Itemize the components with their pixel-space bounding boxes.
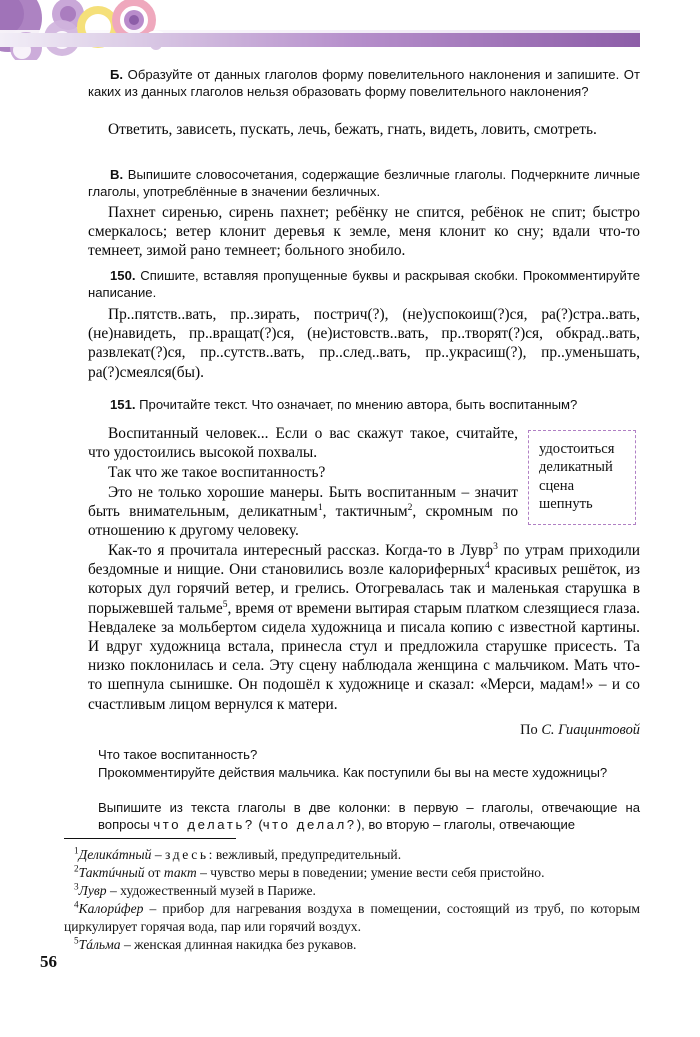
footnote-4-marker: 4 (74, 899, 79, 910)
para4-c: красивых решёток, из которых дул горячий ветер, и грелись. Отогревалась так и маленькая старушка в порыжевшей тальме (88, 561, 640, 617)
exercise-151-question-3 (98, 799, 640, 834)
footnote-2-from: от (144, 865, 164, 880)
vocabulary-word: шепнуть (539, 496, 593, 513)
exercise-b-instruction (88, 66, 640, 101)
exercise-151-question-1: Что такое воспитанность? (98, 747, 258, 762)
footnote-ref-4: 4 (484, 560, 490, 572)
footnote-ref-1: 1 (317, 502, 323, 514)
exercise-b-marker: Б. (110, 67, 124, 82)
q3-b: ( (254, 817, 263, 833)
q3-spaced-2: что делал? (262, 817, 357, 833)
exercise-151-instruction-text: Прочитайте текст. Что означает, по мнению автора, быть воспитанным? (139, 397, 578, 412)
para4-d: , время от времени вытирая старым платком слезящиеся глаза. Невдалеке за мольбертом сидела художница и писала копию с известной картины. И вдруг художница встала, принесла стул и предложила старушке присесть. Та низко поклонилась и села. Эту сцену наблюдала женщина с мальчиком. Мать что-то шепнула сынишке. Он подошёл к художнице и сказал: «Мерси, мадам!» – и со счастливым лицом вернулся к матери. (88, 599, 641, 713)
footnote-1-rest: : вежливый, предупредительный. (208, 847, 402, 862)
exercise-v-instruction (88, 166, 640, 201)
q3-spaced-1: что делать? (153, 817, 255, 833)
para4-a: Как-то я прочитала интересный рассказ. Когда-то в Лувр (108, 542, 494, 559)
attribution-prefix: По (520, 722, 542, 738)
exercise-151-number: 151. (110, 397, 136, 412)
footnote-1 (74, 846, 640, 864)
para3-post: , скромным по отношению к другому человеку. (88, 503, 519, 540)
footnote-2-marker: 2 (74, 863, 79, 874)
q3-c: ), во вторую – глаголы, отвечающие (356, 817, 576, 833)
footnote-3 (74, 882, 640, 900)
page-number: 56 (40, 952, 57, 971)
author-attribution (88, 722, 640, 739)
exercise-151-paragraph-3 (88, 483, 518, 541)
exercise-151-paragraph-4 (88, 541, 640, 714)
footnote-5-term: Тáльма (78, 937, 121, 952)
exercise-150-instruction (88, 267, 640, 302)
exercise-b-material: Ответить, зависеть, пускать, лечь, бежать, гнать, видеть, ловить, смотреть. (108, 121, 597, 138)
footnote-3-rest: – художественный музей в Париже. (106, 883, 316, 898)
footnote-4-rest: – прибор для нагревания воздуха в помещении, состоящий из труб, по которым циркулирует горячая вода, пар или горячий воздух. (64, 901, 640, 935)
footnote-4 (64, 900, 640, 936)
exercise-v-instruction-text: Выпишите словосочетания, содержащие безличные глаголы. Подчеркните личные глаголы, употреблённые в значении безличных. (88, 167, 641, 200)
exercise-150-material: Пр..пятств..вать, пр..зирать, пострич(?), (не)успокоиш(?)ся, ра(?)стра..вать, (не)навидеть, пр..вращат(?)ся, (не)истовств..вать, пр..творят(?)ся, обкрад..вать, развлекат(?)ся, пр..сутств..вать, пр..след..вать, пр..украсиш(?), пр..уменьшать, ра(?)смеялся(бы). (88, 306, 640, 381)
para4-b: по утрам приходили бездомные и нищие. Они становились возле калориферных (88, 542, 640, 579)
footnote-5-marker: 5 (74, 935, 79, 946)
vocabulary-word: деликатный (539, 459, 613, 476)
footnote-1-marker: 1 (74, 845, 79, 856)
vocabulary-word: сцена (539, 477, 575, 494)
footnote-2-rest: – чувство меры в поведении; умение вести себя пристойно. (196, 865, 545, 880)
exercise-v-material: Пахнет сиренью, сирень пахнет; ребёнку не спится, ребёнок не спит; быстро смеркалось; ветер клонит деревья к земле, меня клонит ко сну; вдали что-то темнеет, зимой рано темнеет; больного знобило. (88, 204, 640, 260)
footnote-3-marker: 3 (74, 881, 79, 892)
vocabulary-word: удостоиться (539, 441, 615, 457)
footnote-5-rest: – женская длинная накидка без рукавов. (120, 937, 357, 952)
vocabulary-box (528, 430, 636, 525)
footnote-ref-5: 5 (222, 598, 228, 610)
exercise-150-instruction-text: Спишите, вставляя пропущенные буквы и раскрывая скобки. Прокомментируйте написание. (88, 268, 641, 301)
footnote-2-term2: такт (163, 865, 197, 880)
q3-a: Выпишите из текста глаголы в две колонки: в первую – глаголы, отвечающие на вопросы (98, 800, 640, 833)
exercise-151-paragraph-2: Так что же такое воспитанность? (108, 464, 326, 481)
para3-mid: , тактичным (322, 503, 408, 521)
para3-pre: Это не только хорошие манеры. Быть воспитанным – значит быть внимательным, деликатным (88, 484, 518, 521)
footnote-4-term: Калорúфер (78, 901, 144, 916)
footnote-1-dash: – (151, 847, 166, 862)
footnote-1-spaced: здесь (165, 847, 209, 862)
footnote-ref-3: 3 (493, 540, 498, 552)
attribution-author: С. Гиацинтовой (541, 722, 640, 738)
footnote-separator-rule (64, 838, 236, 839)
footnote-2 (74, 864, 640, 882)
footnote-1-term: Деликáтный (78, 847, 152, 862)
footnote-5 (74, 936, 640, 954)
exercise-150-number: 150. (110, 268, 136, 283)
exercise-151-instruction (88, 396, 640, 413)
footnote-2-term: Тактúчный (78, 865, 145, 880)
exercise-b-instruction-text: Образуйте от данных глаголов форму повелительного наклонения и запишите. От каких из данных глаголов нельзя образовать форму повелительного наклонения? (88, 67, 640, 100)
footnote-ref-2: 2 (407, 502, 413, 514)
exercise-v-marker: В. (110, 167, 124, 182)
exercise-151-paragraph-1: Воспитанный человек... Если о вас скажут такое, считайте, что удостоились высокой похвалы. (88, 425, 518, 462)
footnote-3-term: Лувр (78, 883, 107, 898)
exercise-151-question-2: Прокомментируйте действия мальчика. Как поступили бы вы на месте художницы? (98, 765, 608, 780)
